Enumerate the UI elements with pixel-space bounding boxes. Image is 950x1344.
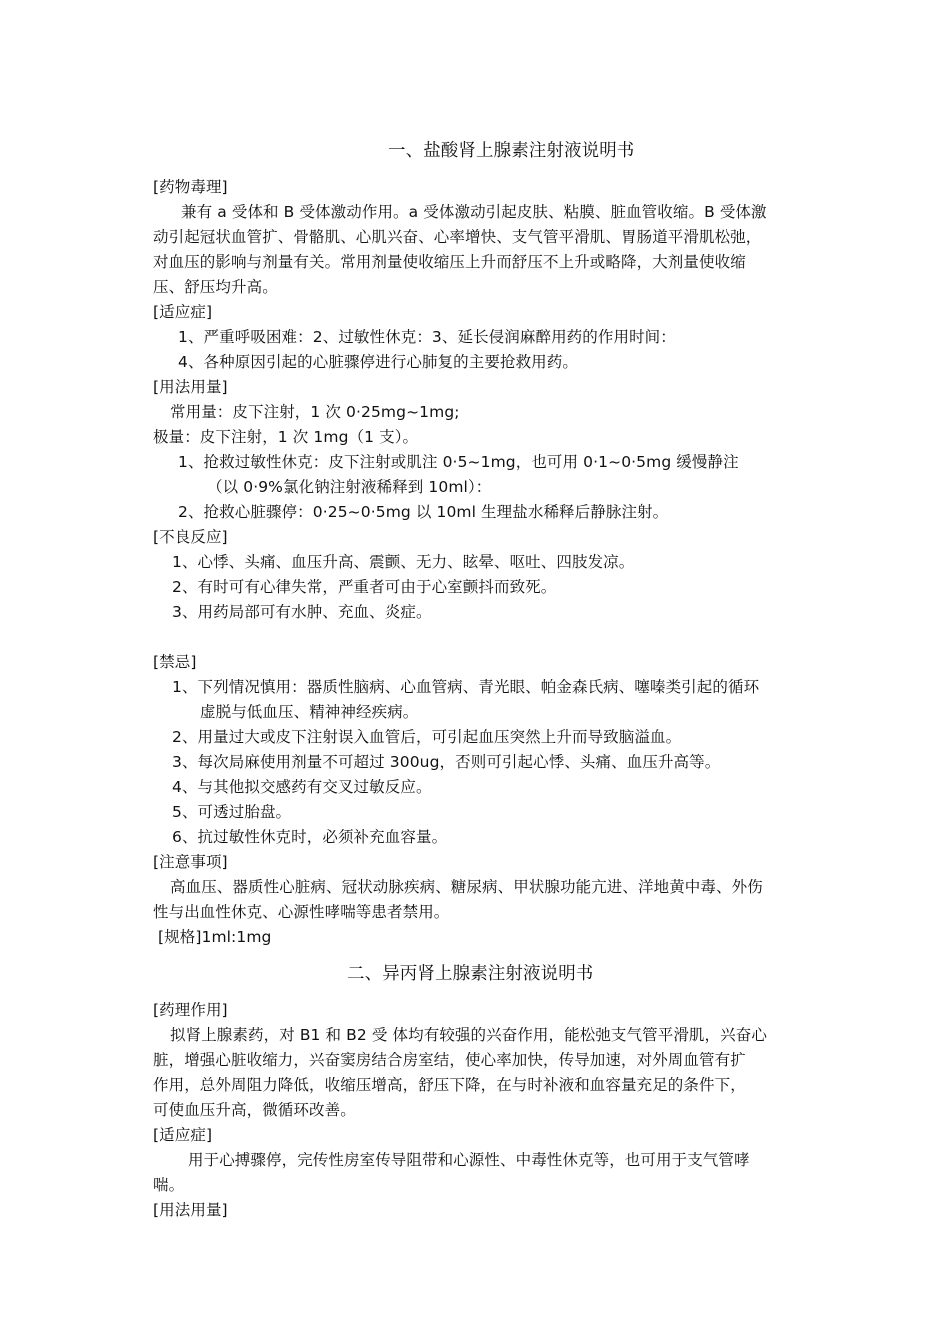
section2-indication-line: 用于心搏骤停，完传性房室传导阻带和心源性、中毒性休克等，也可用于支气管哮 bbox=[188, 1151, 750, 1169]
section2-title: 二、异丙肾上腺素注射液说明书 bbox=[347, 964, 594, 984]
section1-contra-item: 虚脱与低血压、精神神经疾病。 bbox=[200, 703, 419, 721]
section1-pharm-heading: [药物毒理] bbox=[153, 178, 228, 196]
section1-dosage-heading: [用法用量] bbox=[153, 378, 228, 396]
section1-adverse-item: 3、用药局部可有水肿、充血、炎症。 bbox=[172, 603, 432, 621]
section2-pharm-line: 可使血压升高，微循环改善。 bbox=[153, 1101, 356, 1119]
section1-contra-item: 6、抗过敏性休克时，必须补充血容量。 bbox=[172, 828, 448, 846]
section2-indications-heading: [适应症] bbox=[153, 1126, 213, 1144]
section1-pharm-line: 对血压的影响与剂量有关。常用剂量使收缩压上升而舒压不上升或略降，大剂量使收缩 bbox=[153, 253, 746, 271]
section1-contra-heading: [禁忌] bbox=[153, 653, 197, 671]
section1-contra-item: 2、用量过大或皮下注射误入血管后，可引起血压突然上升而导致脑溢血。 bbox=[172, 728, 682, 746]
section1-indications-heading: [适应症] bbox=[153, 303, 213, 321]
section1-dosage-line: 1、抢救过敏性休克：皮下注射或肌注 0·5~1mg，也可用 0·1~0·5mg 缓慢静注 bbox=[178, 453, 739, 471]
section1-spec: [规格]1ml:1mg bbox=[158, 928, 272, 946]
section1-pharm-line: 动引起冠状血管扩、骨骼肌、心肌兴奋、心率增快、支气管平滑肌、胃肠道平滑肌松弛， bbox=[153, 228, 762, 246]
section1-notes-heading: [注意事项] bbox=[153, 853, 228, 871]
section2-pharm-line: 拟肾上腺素药，对 B1 和 B2 受 体均有较强的兴奋作用，能松弛支气管平滑肌，兴奋心 bbox=[170, 1026, 767, 1044]
section2-pharm-line: 作用，总外周阻力降低，收缩压增高，舒压下降，在与时补液和血容量充足的条件下， bbox=[153, 1076, 746, 1094]
section1-adverse-heading: [不良反应] bbox=[153, 528, 228, 546]
section1-adverse-item: 1、心悸、头痛、血压升高、震颤、无力、眩晕、呕吐、四肢发凉。 bbox=[172, 553, 635, 571]
section1-notes-line: 性与出血性休克、心源性哮喘等患者禁用。 bbox=[153, 903, 450, 921]
section1-contra-item: 3、每次局麻使用剂量不可超过 300ug，否则可引起心悸、头痛、血压升高等。 bbox=[172, 753, 721, 771]
section1-pharm-line: 压、舒压均升高。 bbox=[153, 278, 278, 296]
section1-title: 一、盐酸肾上腺素注射液说明书 bbox=[388, 141, 635, 161]
section1-contra-item: 1、下列情况慎用：器质性脑病、心血管病、青光眼、帕金森氏病、噻嗪类引起的循环 bbox=[172, 678, 760, 696]
section1-indication-item: 4、各种原因引起的心脏骤停进行心肺复的主要抢救用药。 bbox=[178, 353, 578, 371]
section2-indication-line: 喘。 bbox=[153, 1176, 185, 1194]
section1-contra-item: 4、与其他拟交感药有交叉过敏反应。 bbox=[172, 778, 432, 796]
section2-pharm-heading: [药理作用] bbox=[153, 1001, 228, 1019]
section2-pharm-line: 脏，增强心脏收缩力，兴奋窦房结合房室结，使心率加快，传导加速，对外周血管有扩 bbox=[153, 1051, 746, 1069]
section1-dosage-line: 2、抢救心脏骤停：0·25~0·5mg 以 10ml 生理盐水稀释后静脉注射。 bbox=[178, 503, 669, 521]
section1-indication-item: 1、严重呼吸困难：2、过敏性休克：3、延长侵润麻醉用药的作用时间： bbox=[178, 328, 676, 346]
section1-notes-line: 高血压、器质性心脏病、冠状动脉疾病、糖尿病、甲状腺功能亢进、洋地黄中毒、外伤 bbox=[170, 878, 763, 896]
section1-dosage-line: （以 0·9%氯化钠注射液稀释到 10ml）： bbox=[207, 478, 492, 496]
section1-contra-item: 5、可透过胎盘。 bbox=[172, 803, 292, 821]
section1-adverse-item: 2、有时可有心律失常，严重者可由于心室颤抖而致死。 bbox=[172, 578, 557, 596]
section1-dosage-line: 常用量：皮下注射，1 次 0·25mg~1mg; bbox=[170, 403, 460, 421]
section1-pharm-line: 兼有 a 受体和 B 受体激动作用。a 受体激动引起皮肤、粘膜、脏血管收缩。B 受体激 bbox=[181, 203, 767, 221]
section1-dosage-line: 极量：皮下注射，1 次 1mg（1 支）。 bbox=[153, 428, 419, 446]
section2-dosage-heading: [用法用量] bbox=[153, 1201, 228, 1219]
